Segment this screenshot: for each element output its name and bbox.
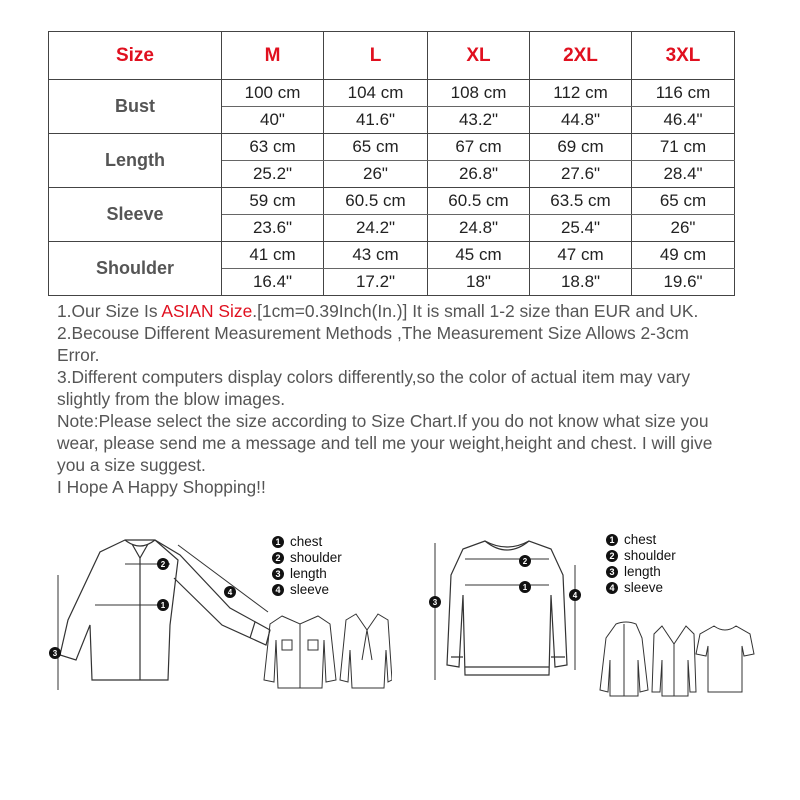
table-cell: 19.6" [632,269,735,296]
jacket-thumbnails [262,610,392,692]
table-cell: 65 cm [632,188,735,215]
sweater-measurement-diagram [425,535,585,685]
shoulder-label: Shoulder [49,242,222,296]
size-header-l: L [324,32,428,80]
svg-text:1: 1 [160,601,166,610]
length-cm-row [49,134,735,161]
note-1-suffix: .[1cm=0.39Inch(In.)] It is small 1-2 size than EUR and UK. [252,301,699,321]
svg-text:1: 1 [522,583,528,592]
number-2-icon: 2 [606,550,618,562]
bust-cm-row [49,80,735,107]
table-cell: 104 cm [324,80,428,107]
table-cell: 28.4" [632,161,735,188]
table-cell: 65 cm [324,134,428,161]
shoulder-cm-row [49,242,735,269]
legend-label: shoulder [624,548,676,563]
size-header-xl: XL [428,32,530,80]
size-header-label: Size [49,32,222,80]
size-notes [57,300,717,498]
table-cell: 23.6" [222,215,324,242]
table-cell: 24.2" [324,215,428,242]
legend-item [606,580,676,596]
legend-item [606,548,676,564]
table-cell: 47 cm [530,242,632,269]
table-cell: 67 cm [428,134,530,161]
legend-label: length [624,564,661,579]
svg-text:4: 4 [572,591,578,600]
table-cell: 63 cm [222,134,324,161]
note-2: 2.Becouse Different Measurement Methods ,The Measurement Size Allows 2-3cm Error. [57,323,689,365]
table-cell: 49 cm [632,242,735,269]
number-3-icon: 3 [606,566,618,578]
table-cell: 41 cm [222,242,324,269]
legend-item [272,550,342,566]
legend-label: length [290,566,327,581]
legend-item [272,566,342,582]
sleeve-label: Sleeve [49,188,222,242]
table-cell: 41.6" [324,107,428,134]
svg-text:3: 3 [432,598,438,607]
table-cell: 25.2" [222,161,324,188]
size-header-m: M [222,32,324,80]
legend-label: chest [624,532,657,547]
number-4-icon: 4 [272,584,284,596]
table-cell: 108 cm [428,80,530,107]
legend-item [272,582,342,598]
legend-item [272,534,342,550]
number-2-icon: 2 [272,552,284,564]
note-3: 3.Different computers display colors differently,so the color of actual item may vary slightly from the blow images. [57,367,691,409]
asian-size-highlight: ASIAN Size [161,301,253,321]
svg-text:4: 4 [227,588,233,597]
note-4: Note:Please select the size according to Size Chart.If you do not know what size you wear, please send me a message and tell me your weight,height and chest. I will give you a size suggest. [57,411,713,475]
legend-label: shoulder [290,550,342,565]
legend-item [606,532,676,548]
table-cell: 43.2" [428,107,530,134]
legend-label: sleeve [290,582,330,597]
table-cell: 45 cm [428,242,530,269]
size-header-3xl: 3XL [632,32,735,80]
note-5: I Hope A Happy Shopping!! [57,477,266,497]
table-cell: 43 cm [324,242,428,269]
bust-label: Bust [49,80,222,134]
sleeve-cm-row [49,188,735,215]
table-cell: 46.4" [632,107,735,134]
number-4-icon: 4 [606,582,618,594]
svg-text:2: 2 [522,557,528,566]
table-cell: 44.8" [530,107,632,134]
table-cell: 60.5 cm [324,188,428,215]
table-cell: 25.4" [530,215,632,242]
number-1-icon: 1 [606,534,618,546]
table-cell: 24.8" [428,215,530,242]
table-cell: 59 cm [222,188,324,215]
svg-text:2: 2 [160,560,166,569]
table-cell: 63.5 cm [530,188,632,215]
table-cell: 60.5 cm [428,188,530,215]
shirt-legend [272,534,342,598]
table-cell: 16.4" [222,269,324,296]
table-cell: 69 cm [530,134,632,161]
size-header-2xl: 2XL [530,32,632,80]
table-cell: 17.2" [324,269,428,296]
table-cell: 18" [428,269,530,296]
number-3-icon: 3 [272,568,284,580]
table-cell: 40" [222,107,324,134]
svg-text:3: 3 [52,649,58,658]
size-chart-table [48,31,735,296]
garment-thumbnails [596,620,756,700]
number-1-icon: 1 [272,536,284,548]
legend-label: sleeve [624,580,664,595]
table-cell: 26.8" [428,161,530,188]
table-cell: 100 cm [222,80,324,107]
sweater-legend [606,532,676,596]
size-header-row [49,32,735,80]
note-1 [57,300,717,322]
table-cell: 71 cm [632,134,735,161]
length-label: Length [49,134,222,188]
table-cell: 116 cm [632,80,735,107]
table-cell: 18.8" [530,269,632,296]
shirt-measurement-diagram [40,530,280,700]
legend-label: chest [290,534,323,549]
table-cell: 26" [632,215,735,242]
legend-item [606,564,676,580]
table-cell: 26" [324,161,428,188]
note-1-prefix: 1.Our Size Is [57,301,162,321]
table-cell: 27.6" [530,161,632,188]
table-cell: 112 cm [530,80,632,107]
